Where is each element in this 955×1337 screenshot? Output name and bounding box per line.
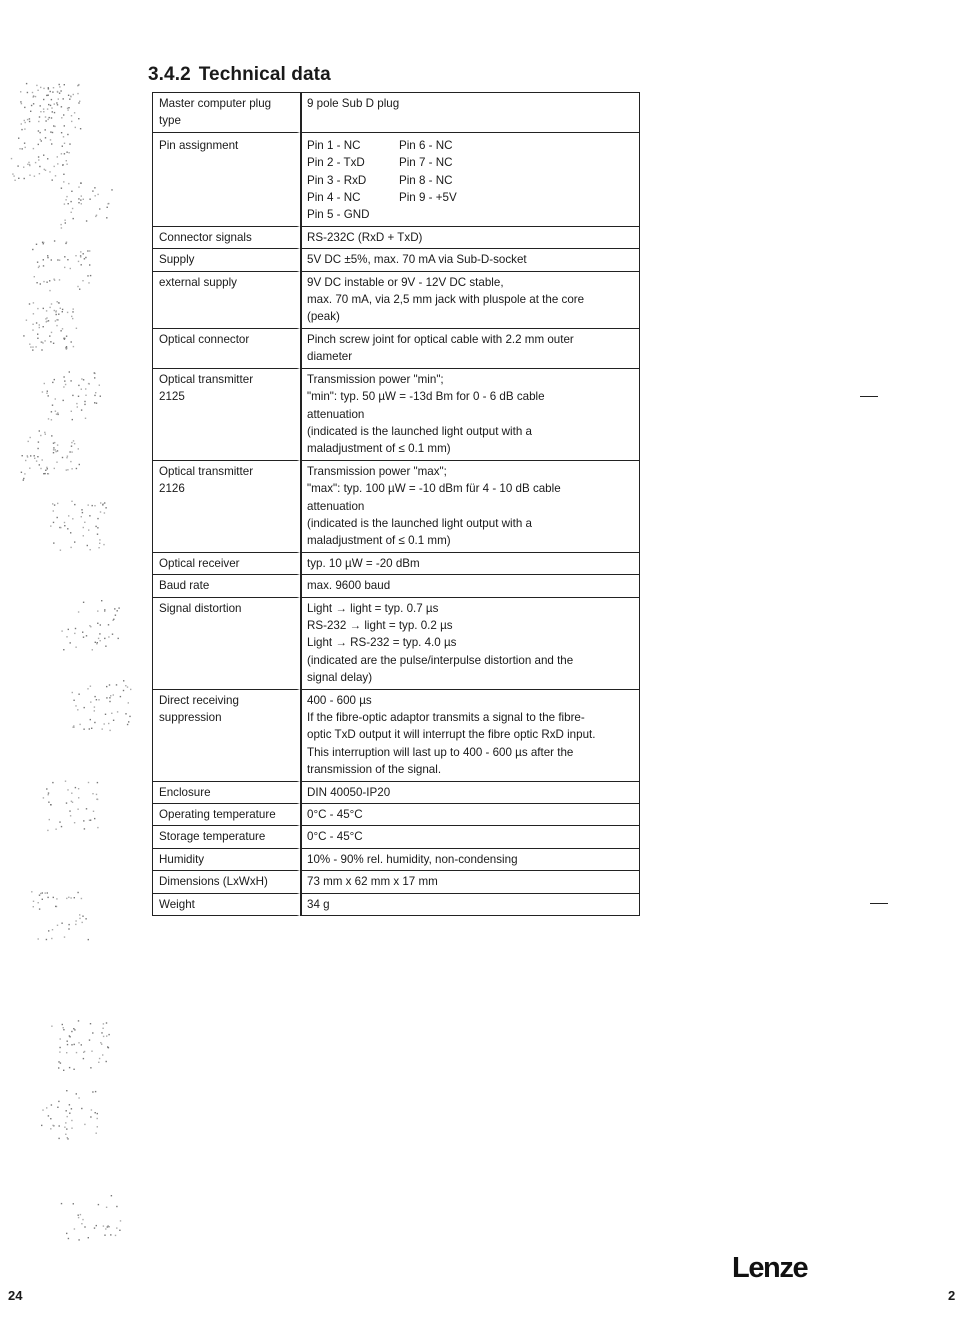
spec-label (153, 575, 300, 597)
spec-label-line: 2126 (159, 482, 185, 496)
spec-value-line: "min": typ. 50 µW = -13d Bm for 0 - 6 dB cable (307, 390, 545, 404)
spec-value-line: max. 70 mA, via 2,5 mm jack with pluspole at the core (307, 293, 585, 307)
spec-label-line: Optical receiver (159, 556, 240, 570)
spec-value-line: 0°C - 45°C (307, 830, 363, 844)
spec-value (300, 133, 640, 227)
spec-value-line: typ. 10 µW = -20 dBm (307, 556, 420, 570)
spec-label (153, 93, 300, 133)
spec-value (300, 804, 640, 826)
spec-label (153, 329, 300, 369)
section-number: 3.4.2 (148, 64, 191, 85)
spec-value-line: 9V DC instable or 9V - 12V DC stable, (307, 275, 504, 289)
spec-value-line: 10% - 90% rel. humidity, non-condensing (307, 852, 518, 866)
spec-label-line: Storage temperature (159, 830, 266, 844)
spec-label-line: Baud rate (159, 579, 210, 593)
spec-value (300, 249, 640, 271)
spec-value-line: diameter (307, 350, 353, 364)
spec-value (300, 369, 640, 461)
spec-label (153, 272, 300, 329)
spec-row (153, 598, 640, 690)
spec-label-line: Signal distortion (159, 601, 242, 615)
spec-row (153, 575, 640, 597)
spec-value (300, 329, 640, 369)
spec-row (153, 133, 640, 227)
spec-label (153, 249, 300, 271)
scan-noise-margin (0, 40, 120, 1270)
spec-label-line: Master computer plug (159, 97, 272, 110)
pin-entry: Pin 1 - NC (307, 138, 361, 152)
pin-entry (399, 206, 489, 223)
spec-label-line: external supply (159, 275, 237, 289)
pin-entry: Pin 3 - RxD (307, 173, 367, 187)
pin-entry: Pin 5 - GND (307, 208, 370, 222)
spec-value (300, 575, 640, 597)
spec-value-line: Light → light = typ. 0.7 µs (307, 601, 439, 615)
spec-value-line: transmission of the signal. (307, 763, 442, 777)
pin-entry: Pin 9 - +5V (399, 191, 457, 205)
pin-entry: Pin 6 - NC (399, 138, 453, 152)
spec-value (300, 227, 640, 249)
spec-label-line: 2125 (159, 390, 185, 404)
spec-row (153, 369, 640, 461)
spec-label (153, 871, 300, 893)
spec-label-line: Optical transmitter (159, 464, 254, 478)
spec-label-line: Enclosure (159, 785, 211, 799)
spec-label (153, 690, 300, 782)
spec-value-line: RS-232 → light = typ. 0.2 µs (307, 618, 453, 632)
spec-row (153, 804, 640, 826)
spec-label (153, 553, 300, 575)
spec-label (153, 227, 300, 249)
spec-value-line: (indicated is the launched light output with a (307, 424, 532, 438)
spec-label-line: Humidity (159, 852, 205, 866)
spec-row (153, 272, 640, 329)
spec-label-line: Optical transmitter (159, 372, 254, 386)
spec-label-line: Supply (159, 253, 195, 267)
page-number: 24 (8, 1288, 23, 1303)
technical-data-table (152, 92, 640, 916)
spec-label (153, 782, 300, 804)
spec-value (300, 849, 640, 871)
spec-row (153, 871, 640, 893)
spec-value-line: 400 - 600 µs (307, 693, 372, 707)
spec-value-line: attenuation (307, 407, 365, 421)
spec-value (300, 782, 640, 804)
margin-dash-mark (870, 903, 888, 904)
spec-row (153, 849, 640, 871)
spec-value-line: 34 g (307, 897, 330, 911)
spec-value-line: This interruption will last up to 400 - 600 µs after the (307, 745, 574, 759)
spec-value (300, 894, 640, 916)
spec-value-line: Light → RS-232 = typ. 4.0 µs (307, 636, 457, 650)
spec-value-line: DIN 40050-IP20 (307, 785, 391, 799)
pin-entry: Pin 4 - NC (307, 191, 361, 205)
spec-label (153, 894, 300, 916)
spec-value-line: 9 pole Sub D plug (307, 97, 400, 110)
spec-row (153, 690, 640, 782)
section-heading (148, 64, 331, 86)
spec-label-line: Weight (159, 897, 195, 911)
spec-value-line: signal delay) (307, 671, 373, 685)
spec-value-line: (peak) (307, 310, 340, 324)
spec-value-line: RS-232C (RxD + TxD) (307, 230, 423, 244)
spec-value-line: If the fibre-optic adaptor transmits a signal to the fibre- (307, 711, 585, 724)
pin-assignment-grid (307, 137, 635, 224)
spec-value-line: Pinch screw joint for optical cable with 2.2 mm outer (307, 332, 574, 346)
spec-label-line: Direct receiving (159, 693, 239, 707)
pin-entry: Pin 7 - NC (399, 156, 453, 170)
spec-value-line: 0°C - 45°C (307, 808, 363, 822)
spec-label (153, 826, 300, 848)
margin-dash-mark (860, 396, 878, 397)
spec-row (153, 227, 640, 249)
section-title: Technical data (198, 64, 331, 85)
spec-value-line: optic TxD output it will interrupt the fibre optic RxD input. (307, 728, 596, 742)
spec-value (300, 272, 640, 329)
spec-value (300, 461, 640, 553)
spec-label (153, 598, 300, 690)
lenze-logo: Lenze (732, 1252, 808, 1284)
spec-row (153, 93, 640, 133)
spec-value-line: (indicated are the pulse/interpulse distortion and the (307, 653, 574, 667)
spec-value-line: 73 mm x 62 mm x 17 mm (307, 875, 438, 889)
spec-label (153, 369, 300, 461)
spec-label-line: type (159, 114, 181, 128)
spec-value-line: attenuation (307, 499, 365, 513)
spec-label-line: Dimensions (LxWxH) (159, 875, 268, 889)
spec-value (300, 553, 640, 575)
spec-label-line: Pin assignment (159, 138, 239, 152)
spec-label (153, 849, 300, 871)
spec-value-line: "max": typ. 100 µW = -10 dBm für 4 - 10 dB cable (307, 482, 561, 496)
spec-value-line: 5V DC ±5%, max. 70 mA via Sub-D-socket (307, 253, 527, 267)
spec-value (300, 826, 640, 848)
spec-label-line: suppression (159, 711, 222, 724)
spec-value-line: maladjustment of ≤ 0.1 mm) (307, 442, 451, 456)
spec-label-line: Operating temperature (159, 808, 276, 822)
spec-value (300, 93, 640, 133)
spec-value (300, 598, 640, 690)
pin-entry: Pin 2 - TxD (307, 156, 365, 170)
spec-label (153, 461, 300, 553)
spec-value-line: max. 9600 baud (307, 579, 391, 593)
spec-label-line: Optical connector (159, 332, 250, 346)
spec-row (153, 461, 640, 553)
spec-value-line: maladjustment of ≤ 0.1 mm) (307, 534, 451, 548)
spec-row (153, 782, 640, 804)
spec-value (300, 690, 640, 782)
edge-character: 2 (948, 1288, 955, 1303)
spec-label-line: Connector signals (159, 230, 252, 244)
spec-label (153, 133, 300, 227)
spec-row (153, 894, 640, 916)
spec-value-line: Transmission power "min"; (307, 372, 444, 386)
spec-label (153, 804, 300, 826)
spec-row (153, 249, 640, 271)
spec-value (300, 871, 640, 893)
spec-value-line: (indicated is the launched light output with a (307, 516, 532, 530)
spec-value-line: Transmission power "max"; (307, 464, 447, 478)
pin-entry: Pin 8 - NC (399, 173, 453, 187)
spec-row (153, 553, 640, 575)
spec-row (153, 826, 640, 848)
spec-row (153, 329, 640, 369)
